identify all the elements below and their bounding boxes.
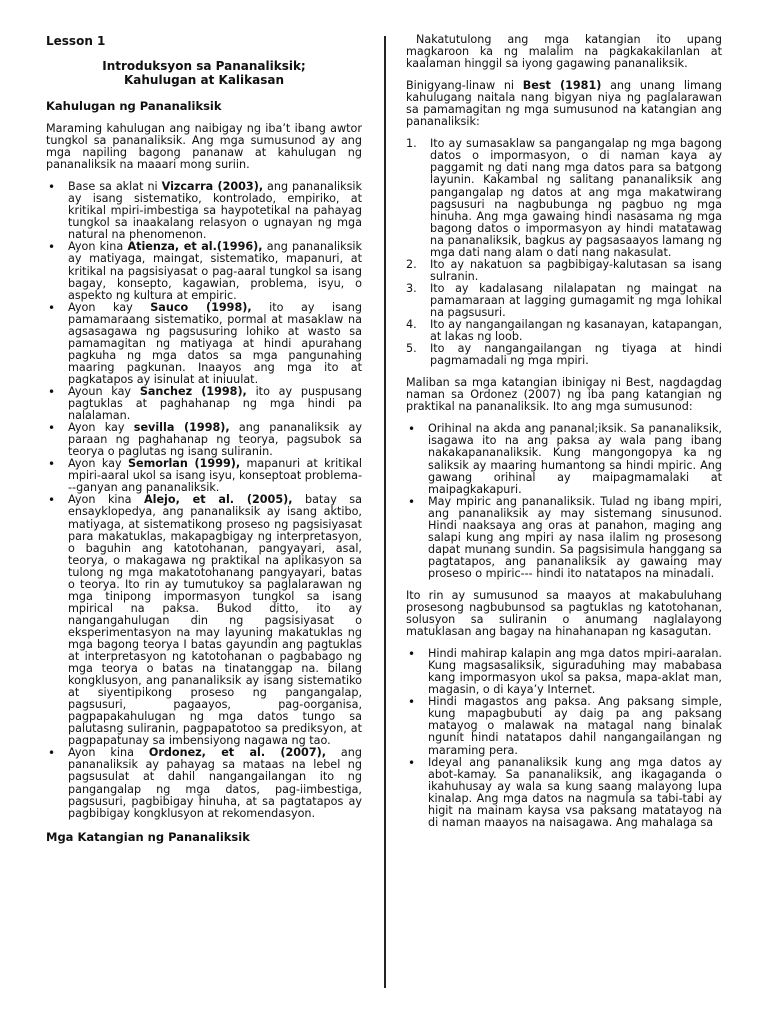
- lesson-label: Lesson 1: [46, 34, 106, 48]
- best-citation: Best (1981): [522, 79, 602, 93]
- section-heading-katangian: Mga Katangian ng Pananaliksik: [46, 829, 250, 844]
- definition-author: Vizcarra (2003),: [161, 180, 264, 194]
- item-number: 2.: [406, 257, 417, 271]
- definition-author: Ordonez, et al. (2007),: [148, 746, 326, 760]
- definition-text: batay sa ensayklopedya, ang pananaliksik ay isang aktibo, matiyaga, at sistematikong proseso ng pagsisiyasat para makatuklas, makapagbigay ng interpretasyon, o baguhin ang katotohanan, pangyayari, asal, teorya, o makagawa ng praktikal na aplikasyon sa tulong ng mga makatotohanang pangyayari, batas o teorya. Ito rin ay tumutukoy sa paglalarawan ng mga tinipong impormasyon tungkol sa isang mpirical na paksa. Bukod ditto, ito ay nangangahulugan din ng pagsisiyasat o eksperimentasyon na may layuning makatuklas ng mga bagong teorya I batas gayundin ang pagtuklas at interpretasyon ng katotohanan o pagbabago ng mga teorya o batas na tinatanggap na. bilang kongklusyon, ang pananaliksik ay isang sistematiko at siyentipikong proseso ng pangangalap, pagsusuri, pagaayos, pag-oorganisa, pagpapakahulugan ng mga datos tungo sa palutasng suliranin, pagpapatotoo sa prediksyon, at pagpapatunay sa imbensiyong nagawa ng tao.: [68, 493, 362, 748]
- definition-item: [46, 747, 362, 819]
- definition-text: mapanuri at kritikal mpiri-aaral ukol sa isang isyu, konseptoat problema---ganyan ang pananaliksik.: [68, 457, 363, 495]
- paragraph-best: [406, 80, 722, 128]
- bullet-item: • May mpiric ang pananaliksik. Tulad ng ibang mpiri, ang pananaliksik ay may sistemang sinusunod. Hindi naaksaya ang oras at panahon, maging ang salapi kung ang mpiri ay nasa ilalim ng prosesong dapat munang sundin. Sa pagsisimula hanggang sa pagtatapos, ang pananaliksik ay gawaing may proseso o mpiric--- hindi ito natatapos na minadali.: [406, 496, 722, 580]
- best-text-post: ang unang limang kahulugang naitala nang bigyan niya ng paglalarawan sa pamamagitan ng mga sumusunod na katangian ang pananaliksik:: [406, 79, 722, 129]
- definition-text: ang pananaliksik ay paraan ng paghahanap ng teorya, pagsubok sa teorya o paglutas ng isang suliranin.: [68, 421, 362, 459]
- bullet-item: • Hindi magastos ang paksa. Ang paksang simple, kung mapagbubuti ay daig pa ang paksang matayog o malawak na matagal nang binalak ngunit hindi natatapos dahil nangangailangan ng maraming pera.: [406, 696, 722, 756]
- definition-item: [46, 458, 362, 494]
- best-characteristics-list: [406, 138, 722, 367]
- definition-text: ito ay isang pamamaraang sistematiko, pormal at masaklaw na agsasagawa ng pagsusuring lohiko at wasto sa pamamagitan ng matiyaga at hindi apurahang pagkuha ng mga datos sa mga pangunahing maaring pagkunan. Inaayos ang mga ito at pagkatapos ay isinulat at iniuulat.: [68, 300, 362, 386]
- definition-text: ang pananaliksik ay pahayag sa mataas na lebel ng pagsusulat at dahil nangangailangan ito ng pangangalap ng mga datos, pag-iimbestiga, pagsusuri, pagbibigay hinuha, at sa pagtatapos ay pagbibigay kongklusyon at rekomendasyon.: [68, 746, 362, 820]
- item-number: 5.: [406, 342, 417, 356]
- definition-item: [46, 302, 362, 386]
- title-line-2: Kahulugan at Kalikasan: [123, 72, 285, 87]
- paragraph-ordonez: Maliban sa mga katangian ibinigay ni Best, nagdagdag naman sa Ordonez (2007) ng iba pang katangian ng praktikal na pananaliksik. Ito ang mga sumusunod:: [406, 376, 722, 414]
- definition-lead: Ayon kay: [68, 300, 151, 314]
- definitions-list: [46, 181, 362, 819]
- item-text: Ito ay nangangailangan ng tiyaga at hindi pagmamadali ng mga mpiri.: [430, 342, 722, 368]
- item-text: Ito ay nangangailangan ng kasanayan, katapangan, at lakas ng loob.: [430, 318, 722, 344]
- numbered-item: [406, 283, 722, 319]
- lesson-title: [46, 60, 362, 87]
- item-text: Ito ay kadalasang nilalapatan ng maingat na pamamaraan at lagging gumagamit ng mga lohikal na pagsusuri.: [430, 281, 722, 319]
- item-number: 4.: [406, 318, 417, 332]
- left-column: [46, 34, 362, 854]
- numbered-item: [406, 259, 722, 283]
- column-divider: [384, 36, 386, 988]
- definition-lead: Base sa aklat ni: [68, 180, 162, 194]
- title-line-1: Introduksyon sa Pananaliksik;: [102, 59, 306, 73]
- bullet-item: • Orihinal na akda ang pananal;iksik. Sa pananaliksik, isagawa ito na ang paksa ay wala pang ibang nakakapananaliksik. Kung mangongopya ka ng saliksik ay maaring humantong sa hindi mpiric. Ang gawang orihinal ay maipagmamalaki at maipagkakapuri.: [406, 423, 722, 495]
- definition-lead: Ayon kina: [68, 240, 128, 254]
- definition-text: ang pananaliksik ay matiyaga, maingat, sistematiko, mapanuri, at kritikal na pagsisiyasat o pag-aaral tungkol sa isang bagay, konsepto, kagawian, problema, isyu, o aspekto ng kultura at empiric.: [68, 240, 362, 302]
- definition-text: ang pananaliksik ay isang sistematiko, kontrolado, empiriko, at kritikal mpiri-imbestiga sa haypotetikal na pahayag tungkol sa inaakalang relasyon o ugnayan ng mga natural na phenomenon.: [68, 180, 362, 242]
- definition-text: ito ay puspusang pagtuklas at paghahanap ng mga hindi pa nalalaman.: [68, 384, 362, 423]
- intro-paragraph: Maraming kahulugan ang naibigay ng iba’t ibang awtor tungkol sa pananaliksik. Ang mga sumusunod ay ang mga napiling bagong pananaw at kahulugan ng pananaliksik na maaari mong suriin.: [46, 122, 362, 172]
- item-number: 1.: [406, 137, 417, 151]
- bullet-item: • Hindi mahirap kalapin ang mga datos mpiri-aaralan. Kung magsasaliksik, siguraduhing may mababasa kang impormasyon ukol sa paksa, mapa-aklat man, magasin, o di kaya’y Internet.: [406, 648, 722, 696]
- definition-item: [46, 422, 362, 458]
- definition-author: Sanchez (1998),: [139, 384, 247, 398]
- item-text: Ito ay sumasaklaw sa pangangalap ng mga bagong datos o impormasyon, o di naman kaya ay paggamit ng dati nang mga datos para sa batgong layunin. Kakambal ng salitang pananaliksik ang pangangalap ng datos at ang mga makatwirang pagsusuri na nagbubunga ng pagbuo ng mga hinuha. Ang mga gawaing hindi nasasama ng mga bagong datos o impormasyon ay hindi matatawag na pananaliksik, bagkus ay pagsasaayos lamang ng mga dati nang alam o dati nang nakasulat.: [430, 137, 722, 259]
- definition-item: [46, 241, 362, 301]
- right-column: [406, 34, 722, 839]
- topic-guidelines-list: [406, 648, 722, 829]
- definition-lead: Ayon kay: [68, 457, 128, 471]
- best-text-pre: Binigyang-linaw ni: [406, 79, 523, 93]
- numbered-item: [406, 343, 722, 367]
- definition-item: [46, 386, 362, 422]
- bullet-item: • Ideyal ang pananaliksik kung ang mga datos ay abot-kamay. Sa pananaliksik, ang ikagaganda o ikahuhusay ay wala sa kung saang malayong lupa kinalap. Ang mga datos na nagmula sa tabi-tabi ay higit na mainam kaysa vsa paksang matatayog na di naman maayos na naisagawa. Ang mahalaga sa: [406, 757, 722, 829]
- numbered-item: [406, 138, 722, 258]
- definition-lead: Ayon kina: [68, 493, 144, 507]
- definition-author: Atienza, et al.(1996),: [127, 240, 263, 254]
- item-number: 3.: [406, 281, 417, 295]
- numbered-item: [406, 319, 722, 343]
- paragraph-intro-katangian: Nakatutulong ang mga katangian ito upang magkaroon ka ng malalim na pagkakakilanlan at kaalaman hinggil sa iyong gagawing pananaliksik.: [406, 33, 722, 71]
- paragraph-proseso: Ito rin ay sumusunod sa maayos at makabuluhang prosesong nagbubunsod sa pagtuklas ng katotohanan, solusyon sa suliranin o anumang naglalayong matuklasan ang bagay na hinahanapan ng kasagutan.: [406, 588, 722, 639]
- definition-author: sevilla (1998),: [133, 421, 230, 435]
- definition-lead: Ayoun kay: [68, 384, 140, 398]
- definition-item: [46, 181, 362, 241]
- section-heading-kahulugan: Kahulugan ng Pananaliksik: [46, 99, 222, 113]
- definition-author: Alejo, et al. (2005),: [143, 493, 293, 507]
- definition-author: Sauco (1998),: [150, 300, 252, 314]
- definition-lead: Ayon kina: [68, 746, 149, 760]
- definition-lead: Ayon kay: [68, 421, 134, 435]
- definition-item: [46, 494, 362, 747]
- ordonez-characteristics-list: [406, 423, 722, 580]
- definition-author: Semorlan (1999),: [127, 457, 241, 471]
- item-text: Ito ay nakatuon sa pagbibigay-kalutasan sa isang sulranin.: [430, 257, 722, 283]
